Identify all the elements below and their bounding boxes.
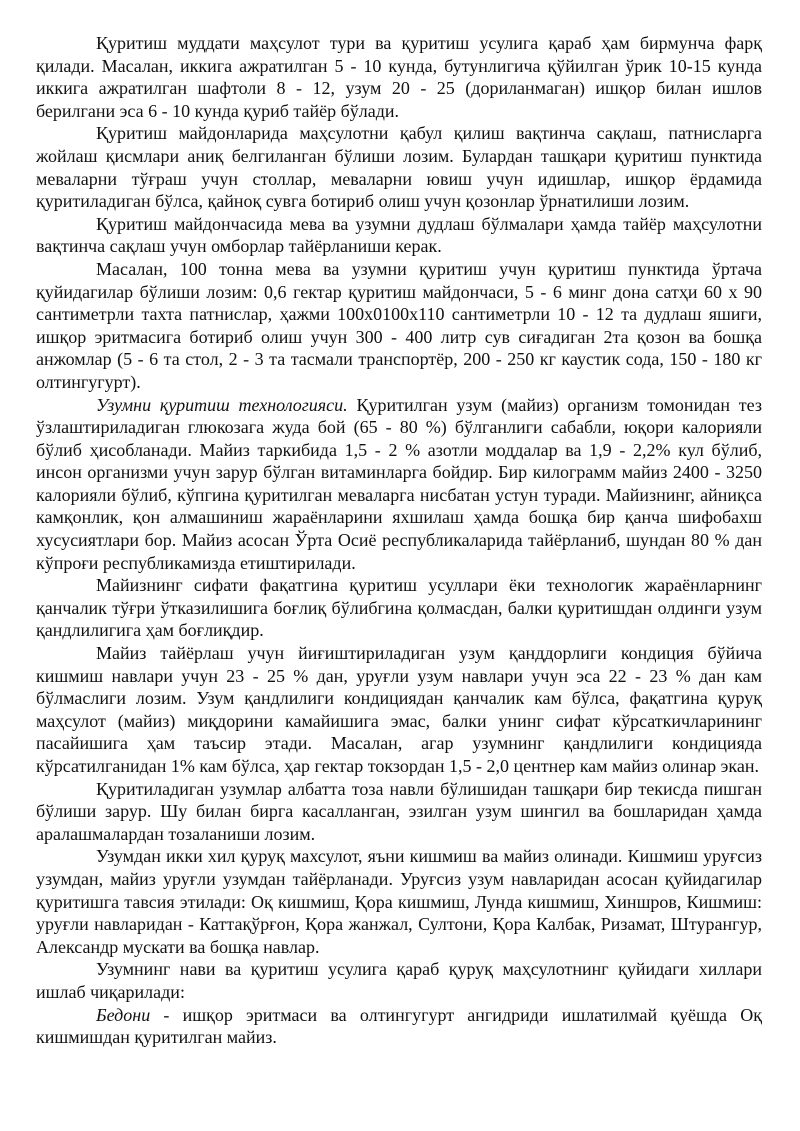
paragraph-text: - ишқор эритмаси ва олтингугурт ангидриди ишлатилмай қуёшда Оқ кишмишдан қуритилган майиз. (36, 1004, 762, 1048)
paragraph-text: Узумнинг нави ва қуритиш усулига қараб қуруқ маҳсулотнинг қуйидаги хиллари ишлаб чиқарилади: (36, 959, 762, 1002)
paragraph-drying-site-sections (36, 122, 762, 212)
paragraph-text: Қуритиш майдонларида маҳсулотни қабул қилиш вақтинча сақлаш, патнисларга жойлаш қисмлари аниқ белгиланган бўлиши лозим. Булардан ташқари қуритиш пунктида меваларни тўғраш учун столлар, меваларни ювиш учун идишлар, ишқор ёрдамида қуритиладиган бўлса, қайноқ сувга ботириб олиш учун қозонлар ўрнатилиши лозим. (36, 123, 762, 212)
paragraph-product-types (36, 958, 762, 1003)
paragraph-grape-varieties (36, 845, 762, 958)
document-page (36, 32, 762, 1049)
paragraph-text: Масалан, 100 тонна мева ва узумни қуритиш учун қуритиш пунктида ўртача қуйидагилар бўлиши лозим: 0,6 гектар қуритиш майдончаси, 5 - 6 минг дона сатҳи 60 х 90 сантиметрли тахта патнислар, ҳажми 100х0100х110 сантиметрли 10 - 12 та дудлаш яшиги, ишқор эритмасига ботириб олиш учун 300 - 400 литр сув сиғадиган 2та қозон ва бошқа анжомлар (5 - 6 та стол, 2 - 3 та тасмали транспортёр, 200 - 250 кг каустик сода, 150 - 180 кг олтингугурт). (36, 258, 762, 392)
paragraph-equipment-example (36, 258, 762, 394)
paragraph-sugar-content (36, 642, 762, 778)
paragraph-bedoni (36, 1004, 762, 1049)
paragraph-text: Майиз тайёрлаш учун йиғиштириладиган узум қанддорлиги кондиция бўйича кишмиш навлари учун 23 - 25 % дан, уруғли узум навлари учун эса 22 - 23 % дан кам бўлмаслиги лозим. Узум қандлилиги кондициядан қанчалик кам бўлса, фақатгина қуруқ маҳсулот (майиз) миқдорини камайишига эмас, балки унинг сифат кўрсаткичларининг пасайишига ҳам таъсир этади. Масалан, агар узумнинг қандлилиги кондицияда кўрсатилганидан 1% кам бўлса, ҳар гектар токзордан 1,5 - 2,0 центнер кам майиз олинар экан. (36, 643, 762, 776)
paragraph-smoking-chambers (36, 213, 762, 258)
paragraph-text: Қуритиш майдончасида мева ва узумни дудлаш бўлмалари ҳамда тайёр маҳсулотни вақтинча сақлаш учун омборлар тайёрланиши керак. (36, 213, 762, 257)
paragraph-text: Қуритиладиган узумлар албатта тоза навли бўлишидан ташқари бир текисда пишган бўлиши зарур. Шу билан бирга касалланган, эзилган узум шингил ва бошларидан ҳамда аралашмалардан тозаланиши лозим. (36, 778, 762, 844)
paragraph-raisin-quality (36, 574, 762, 642)
paragraph-text: Узумдан икки хил қуруқ махсулот, яъни кишмиш ва майиз олинади. Кишмиш уруғсиз узумдан, майиз уруғли узумдан тайёрланади. Уруғсиз узум навларидан асосан қуйидагилар қуритишга тавсия этилади: Оқ кишмиш, Қора кишмиш, Лунда кишмиш, Хиншров, Кишмиш: уруғли навларидан - Каттақўрғон, Қора жанжал, Султони, Қора Калбак, Ризамат, Штурангур, Александр мускати ва бошқа навлар. (36, 846, 762, 957)
paragraph-lead-italic: Узумни қуритиш технологияси. (96, 394, 348, 415)
paragraph-clean-grapes (36, 778, 762, 846)
paragraph-text: Қуритиш муддати маҳсулот тури ва қуритиш усулига қараб ҳам бирмунча фарқ қилади. Масалан, иккига ажратилган 5 - 10 кунда, бутунлигича қўйилган ўрик 10-15 кунда иккига ажратилган шафтоли 8 - 12, узум 20 - 25 (дориланмаган) ишқор билан ишлов берилгани эса 6 - 10 кунда қуриб тайёр бўлади. (36, 33, 762, 121)
paragraph-text: Қуритилган узум (майиз) организм томонидан тез ўзлаштириладиган глюкозага жуда бой (65 - 80 %) бўлганлиги сабабли, юқори калорияли бўлиб ҳисобланади. Майиз таркибида 1,5 - 2 % азотли моддалар ва 1,9 - 2,2% кул бўлиб, инсон организми учун зарур бўлган витаминларга бойдир. Бир килограмм майиз 2400 - 3250 калорияли бўлиб, кўпгина қуритилган меваларга нисбатан устун туради. Майизнинг, айниқса камқонлик, қон алмашиниш жараёнларини яхшилаш ҳамда бошқа бир қанча шифобахш хусусиятлари бор. Майиз асосан Ўрта Осиё республикаларида тайёрланиб, шундан 80 % дан кўпроғи республикамизда етиштирилади. (36, 394, 762, 573)
paragraph-grape-drying-technology (36, 394, 762, 575)
paragraph-drying-duration (36, 32, 762, 122)
paragraph-text: Майизнинг сифати фақатгина қуритиш усуллари ёки технологик жараёнларнинг қанчалик тўғри ўтказилишига боғлиқ бўлибгина қолмасдан, балки қуритишдан олдинги узум қандлилигига ҳам боғлиқдир. (36, 575, 762, 641)
paragraph-lead-italic: Бедони (96, 1004, 151, 1025)
